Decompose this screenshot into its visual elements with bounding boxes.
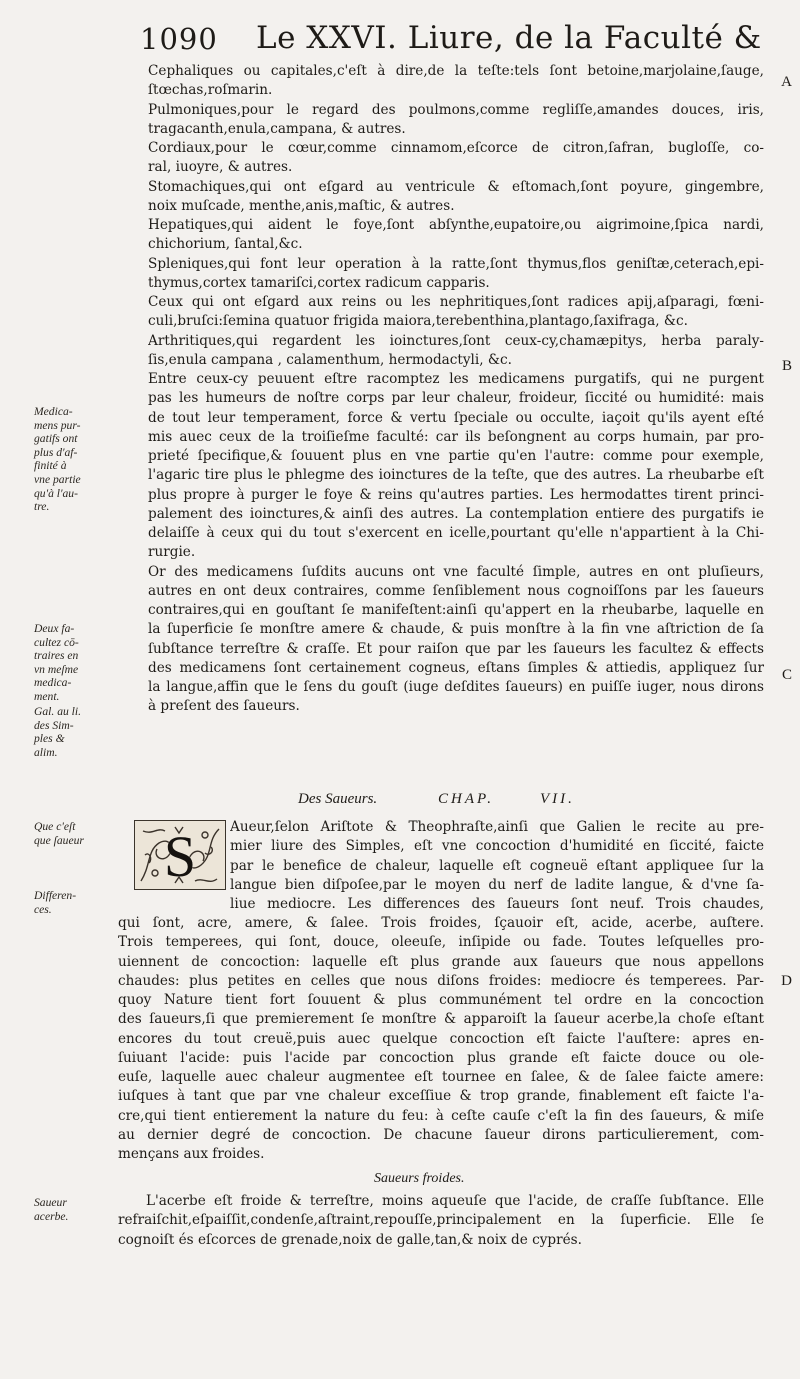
- text-line: delaiſſe à ceux qui du tout s'exercent en icelle,pourtant qu'elle n'appartient à la Chi-: [148, 525, 764, 541]
- text-line: Pulmoniques,pour le regard des poulmons,comme regliſſe,amandes douces, iris,: [148, 101, 764, 118]
- margin-line: ment.: [34, 689, 60, 703]
- margin-line: des Sim-: [34, 718, 74, 732]
- text-line: Entre ceux-cy peuuent eſtre racomptez les medicamens purgatifs, qui ne purgent: [148, 371, 764, 387]
- text-line: Cephaliques ou capitales,c'eſt à dire,de la teſte:tels ſont betoine,marjolaine,ſauge,: [148, 63, 764, 79]
- margin-line: ces.: [34, 902, 52, 916]
- text-line: l'agaric tire plus le phlegme des ioinctures de la teſte, que des autres. La rheubarbe eſt: [148, 467, 764, 484]
- margin-line: Que c'eſt: [34, 820, 76, 833]
- text-line: palement des ioinctures,& ainſi des autres. La contemplation entiere des purgatifs ie: [148, 505, 764, 522]
- text-line: ſtœchas,roſmarin.: [148, 82, 273, 99]
- text-line: Cordiaux,pour le cœur,comme cinnamom,eſcorce de citron,ſafran, bugloſſe, co-: [148, 140, 764, 156]
- text-line: ſubſtance terreſtre & craſſe. Et pour raiſon que par les ſaueurs les facultez & effects: [148, 640, 764, 657]
- chapter-number: VII.: [540, 791, 575, 807]
- text-line: liue mediocre. Les differences des ſaueurs ſont neuf. Trois chaudes,: [230, 896, 764, 912]
- text-line: ral, iuoyre, & autres.: [148, 159, 293, 176]
- body-text: [148, 62, 764, 717]
- paragraph-faculties-list: [148, 62, 764, 370]
- text-line: Trois temperees, qui ſont, douce, oleeuſe, inſipide ou fade. Toutes leſquelles pro-: [118, 934, 764, 951]
- text-line: noix muſcade, menthe,anis,maſtic, & autres.: [148, 197, 455, 214]
- margin-note-galien-ref: [34, 705, 118, 759]
- text-line: par le benefice de chaleur, laquelle eſt cogneuë eſtant appliquee ſur la: [230, 857, 764, 874]
- text-line: pas les humeurs de noſtre corps par leur chaleur, froideur, ſiccité ou humidité: mais: [148, 390, 764, 407]
- text-line: autres en ont deux contraires, comme ſenſiblement nous cognoiſſons par les ſaueurs: [148, 582, 764, 599]
- text-line: à preſent des ſaueurs.: [148, 698, 300, 715]
- page-number: 1090: [140, 22, 218, 56]
- text-line: refraiſchit,eſpaiſſit,condenſe,aſtraint,repouſſe,principalement en la ſuperficie. Elle ſe: [118, 1212, 764, 1229]
- text-line: Ceux qui ont eſgard aux reins ou les nephritiques,ſont radices apij,aſparagi, fœni-: [148, 294, 764, 310]
- margin-line: Medica-: [34, 405, 73, 418]
- chapter-heading: [214, 791, 774, 811]
- text-line: uiennent de concoction: laquelle eſt plus grande aux ſaueurs que nous appellons: [118, 953, 764, 970]
- text-line: Arthritiques,qui regardent les ioinctures,ſont ceux-cy,chamæpitys, herba paraly-: [148, 332, 764, 349]
- text-line: quoy Nature tient fort ſouuent & plus communément tel ordre en la concoction: [118, 992, 764, 1008]
- margin-line: Saueur: [34, 1196, 67, 1209]
- text-line: langue bien diſpoſee,par le moyen du nerf de ladite langue, & d'vne ſa-: [230, 876, 764, 893]
- paragraph-saueurs-wrapped: [230, 818, 764, 914]
- margin-line: Gal. au li.: [34, 705, 82, 718]
- text-line: cre,qui tient entierement la nature du feu: à ceſte cauſe c'eſt la fin des ſaueurs, & miſe: [118, 1107, 764, 1124]
- margin-line: Differen-: [34, 889, 77, 902]
- text-line: des medicamens ſont certainement cogneus, eſtans ſimples & attiedis, appliquez ſur: [148, 659, 764, 676]
- subheading-saueurs-froides: Saueurs froides.: [374, 1171, 465, 1186]
- paragraph-saueurs: [118, 914, 764, 1164]
- text-line: Spleniques,qui font leur operation à la ratte,ſont thymus,flos geniſtæ,ceterach,epi-: [148, 255, 764, 272]
- text-line: mençans aux froides.: [118, 1146, 265, 1162]
- paragraph-purgatifs: [148, 370, 764, 563]
- margin-line: medica-: [34, 676, 72, 690]
- text-line: cognoiſt és eſcorces de grenade,noix de galle,tan,& noix de cyprés.: [118, 1231, 582, 1248]
- margin-line: acerbe.: [34, 1209, 69, 1223]
- margin-line: Deux fa-: [34, 622, 75, 635]
- chapter-label: CHAP.: [438, 791, 494, 807]
- margin-line: cultez cō-: [34, 635, 79, 649]
- text-line: tragacanth,enula,campana, & autres.: [148, 120, 406, 137]
- margin-line: finité à: [34, 459, 67, 473]
- text-line: thymus,cortex tamariſci,cortex radicum capparis.: [148, 274, 490, 291]
- text-line: plus propre à purger le foye & reins qu'autres parties. Les hermodattes tirent princi-: [148, 486, 764, 503]
- text-line: chaudes: plus petites en celles que nous diſons froides: mediocre és temperees. Par-: [118, 972, 764, 989]
- text-line: chichorium, ſantal,&c.: [148, 236, 303, 253]
- margin-note-medicaments: [34, 405, 118, 514]
- text-line: rurgie.: [148, 544, 196, 561]
- margin-line: traires en: [34, 649, 79, 663]
- margin-line: plus d'af-: [34, 445, 78, 459]
- text-line: Stomachiques,qui ont eſgard au ventricule & eſtomach,ſont poyure, gingembre,: [148, 178, 764, 195]
- text-line: qui ſont, acre, amere, & ſalee. Trois froides, ſçauoir eſt, acide, acerbe, auſtere.: [118, 915, 764, 931]
- text-line: culi,bruſci:ſemina quatuor frigida maiora,terebenthina,plantago,ſaxifraga, &c.: [148, 313, 688, 330]
- chapter-title: Des Saueurs.: [298, 791, 378, 807]
- margin-note-que-cest: [34, 820, 118, 847]
- text-line: euſe, laquelle auec chaleur augmentee eſt tournee en ſalee, & de ſalee faicte amere:: [118, 1069, 764, 1085]
- text-line: Hepatiques,qui aident le foye,ſont abſynthe,eupatoire,ou aigrimoine,ſpica nardi,: [148, 217, 764, 233]
- text-line: ſuiuant l'acide: puis l'acide par concoction plus grande eſt faicte douce ou ole-: [118, 1049, 764, 1066]
- section-letter-a: A: [781, 74, 792, 90]
- text-line: la langue,affin que le ſens du gouſt (iuge deſdites ſaueurs) en puiſſe iuger, nous dirons: [148, 679, 764, 695]
- running-header: [0, 20, 800, 64]
- dropcap-letter: S: [163, 824, 197, 889]
- margin-line: ples &: [34, 732, 65, 746]
- text-line: L'acerbe eſt froide & terreſtre, moins aqueuſe que l'acide, de craſſe ſubſtance. Elle: [146, 1193, 764, 1209]
- paragraph-facultez: [148, 563, 764, 717]
- text-line: contraires,qui en gouſtant ſe manifeſtent:ainſi qu'appert en la rheubarbe, laquelle en: [148, 602, 764, 618]
- margin-line: vn meſme: [34, 662, 79, 676]
- text-line: mis auec ceux de la troiſieſme faculté: car ils beſongnent au corps humain, par pro-: [148, 428, 764, 445]
- section-letter-b: B: [781, 358, 792, 374]
- section-letter-d: D: [781, 973, 792, 989]
- paragraph-acerbe: [118, 1192, 764, 1250]
- text-line: au dernier degré de concoction. De chacune ſaueur dirons particulierement, com-: [118, 1126, 764, 1143]
- text-line: iuſques à tant que par vne chaleur exceſſiue & trop grande, finablement eſt faicte l'a-: [118, 1088, 764, 1105]
- margin-line: mens pur-: [34, 418, 81, 432]
- text-line: prieté ſpecifique,& ſouuent plus en vne partie qu'en l'autre: comme pour exemple,: [148, 448, 764, 464]
- running-title: Le XXVI. Liure, de la Faculté &: [256, 20, 762, 56]
- text-line: encores du tout creuë,puis auec quelque concoction eſt faicte l'auſtere: apres en-: [118, 1030, 764, 1047]
- ornamental-initial: [134, 820, 226, 890]
- text-line: ſis,enula campana , calamenthum, hermodactyli, &c.: [148, 351, 512, 368]
- margin-line: vne partie: [34, 472, 81, 486]
- text-line: de tout leur temperament, force & vertu ſpeciale ou occulte, iaçoit qu'ils ayent eſté: [148, 409, 764, 426]
- text-line: Or des medicamens ſuſdits aucuns ont vne faculté ſimple, autres en ont pluſieurs,: [148, 563, 764, 580]
- margin-line: qu'à l'au-: [34, 486, 78, 500]
- margin-line: alim.: [34, 745, 58, 759]
- margin-line: que ſaueur: [34, 833, 84, 847]
- margin-line: gatifs ont: [34, 432, 78, 446]
- section-letter-c: C: [781, 667, 792, 683]
- text-line: des ſaueurs,ſi que premierement ſe monſtre & apparoiſt la ſaueur acerbe,la choſe eſtant: [118, 1011, 764, 1028]
- margin-line: tre.: [34, 500, 50, 514]
- margin-note-differences: [34, 889, 118, 916]
- text-line: Aueur,ſelon Ariſtote & Theophraſte,ainſi que Galien le recite au pre-: [230, 819, 764, 835]
- margin-note-deux-facultez: [34, 622, 118, 704]
- margin-note-saueur-acerbe: [34, 1196, 118, 1223]
- text-line: mier liure des Simples, eſt vne concoction d'humidité en ſiccité, faicte: [230, 838, 764, 855]
- text-line: la ſuperficie ſe monſtre amere & chaude, & puis monſtre à la fin vne aſtriction de ſa: [148, 621, 764, 638]
